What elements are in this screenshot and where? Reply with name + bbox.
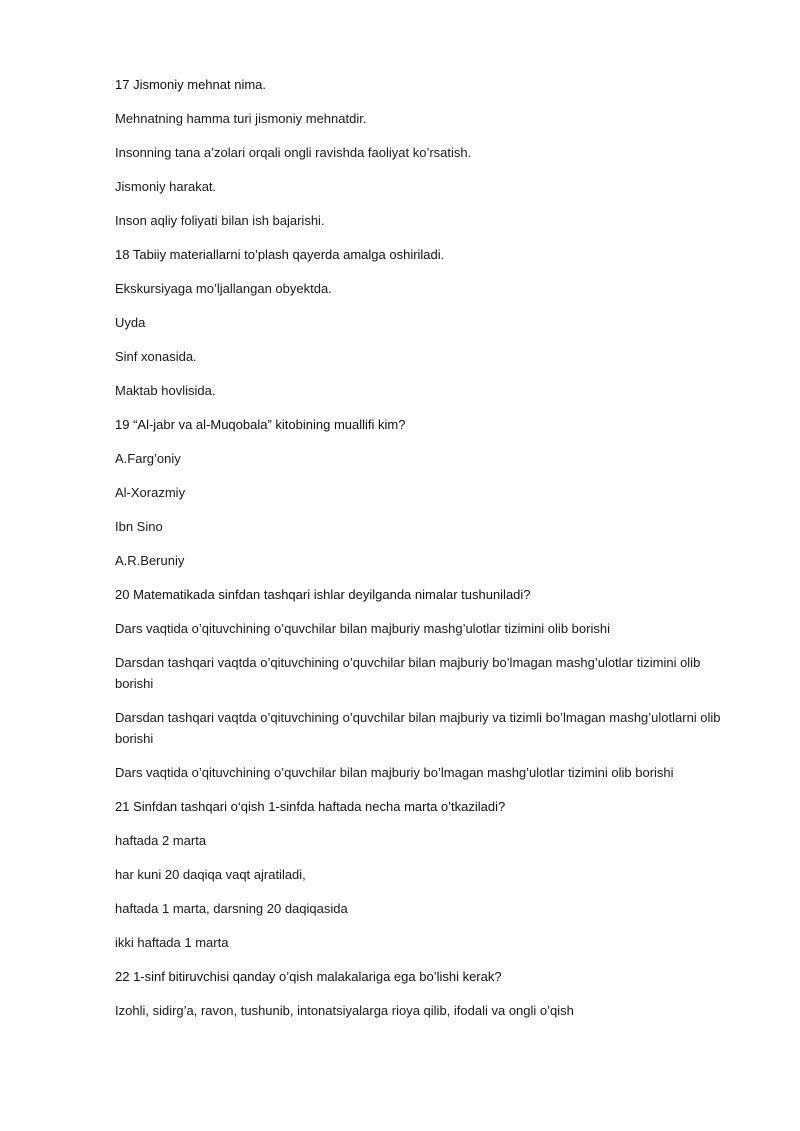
answer-option: Ekskursiyaga mo’ljallangan obyektda. xyxy=(115,281,332,296)
answer-option: haftada 2 marta xyxy=(115,833,207,848)
answer-option: Inson aqliy foliyati bilan ish bajarishi. xyxy=(115,213,325,228)
answer-option: A.Farg’oniy xyxy=(115,451,181,466)
answer-option: A.R.Beruniy xyxy=(115,553,185,568)
answer-option: Ibn Sino xyxy=(115,519,163,534)
question-19: 19 “Al-jabr va al-Muqobala” kitobining muallifi kim? xyxy=(115,417,406,432)
question-18: 18 Tabiiy materiallarni to’plash qayerda amalga oshiriladi. xyxy=(115,247,445,262)
answer-option: Mehnatning hamma turi jismoniy mehnatdir. xyxy=(115,111,367,126)
question-22: 22 1-sinf bitiruvchisi qanday o’qish malakalariga ega bo’lishi kerak? xyxy=(115,969,502,984)
question-20: 20 Matematikada sinfdan tashqari ishlar deyilganda nimalar tushuniladi? xyxy=(115,587,531,602)
question-21: 21 Sinfdan tashqari o‘qish 1-sinfda haftada necha marta o’tkaziladi? xyxy=(115,799,506,814)
answer-option: Jismoniy harakat. xyxy=(115,179,217,194)
answer-option: Dars vaqtida o’qituvchining o’quvchilar bilan majburiy mashg’ulotlar tizimini olib borishi xyxy=(115,621,610,636)
answer-option: Uyda xyxy=(115,315,146,330)
answer-option: Sinf xonasida. xyxy=(115,349,197,364)
answer-option: ikki haftada 1 marta xyxy=(115,935,229,950)
answer-option: har kuni 20 daqiqa vaqt ajratiladi, xyxy=(115,867,306,882)
answer-option: Darsdan tashqari vaqtda o’qituvchining o’quvchilar bilan majburiy bo’lmagan mashg’ulotlar tizimini olib borishi xyxy=(115,655,701,691)
answer-option: Dars vaqtida o’qituvchining o’quvchilar bilan majburiy bo’lmagan mashg’ulotlar tizimini olib borishi xyxy=(115,765,674,780)
answer-option: haftada 1 marta, darsning 20 daqiqasida xyxy=(115,901,348,916)
answer-option: Maktab hovlisida. xyxy=(115,383,216,398)
answer-option: Al-Xorazmiy xyxy=(115,485,186,500)
answer-option: Darsdan tashqari vaqtda o’qituvchining o’quvchilar bilan majburiy va tizimli bo’lmagan mashg’ulotlarni olib borishi xyxy=(115,710,721,746)
question-17: 17 Jismoniy mehnat nima. xyxy=(115,77,267,92)
answer-option: Insonning tana a’zolari orqali ongli ravishda faoliyat ko’rsatish. xyxy=(115,145,472,160)
answer-option: Izohli, sidirg’a, ravon, tushunib, intonatsiyalarga rioya qilib, ifodali va ongli o’qish xyxy=(115,1003,574,1018)
document-body xyxy=(115,74,740,1034)
